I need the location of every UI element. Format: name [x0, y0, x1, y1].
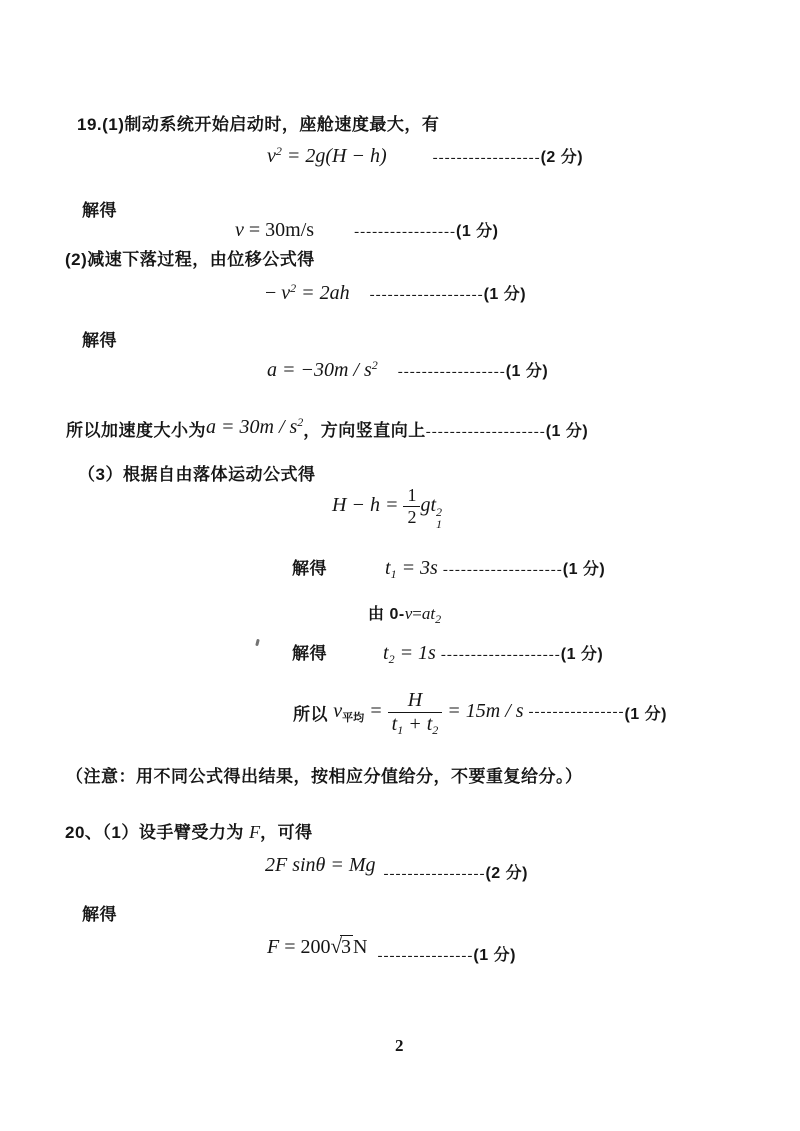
- var-at: at: [421, 604, 436, 623]
- score-label-1pt: (1 分): [545, 423, 589, 440]
- exponent-2: 2: [436, 504, 442, 519]
- solve-label-3: [82, 900, 117, 925]
- eq-a-mag-body: a = 30m / s: [206, 416, 298, 438]
- freefall-lhs: H − h =: [332, 493, 404, 516]
- subscript-2: 2: [388, 652, 395, 666]
- conclusion-prefix: 所以加速度大小为: [66, 421, 206, 440]
- score-dashes: ----------------: [528, 704, 625, 720]
- fraction-one-half: [403, 486, 420, 527]
- q19-part3-intro-text: （3）根据自由落体运动公式得: [78, 465, 316, 484]
- var-v: v: [333, 700, 343, 723]
- t1-squared-script: [436, 506, 442, 530]
- equation-v30: [235, 219, 314, 241]
- q20-intro: [65, 818, 313, 843]
- equation-t1: [385, 557, 443, 579]
- score-label-1pt: (1 分): [483, 286, 527, 303]
- eq-v2-rhs: = 2g(H − h): [281, 145, 387, 167]
- score-dashes: -----------------: [354, 224, 456, 240]
- minus-sign: −: [265, 282, 282, 304]
- subscript-1: 1: [397, 723, 404, 737]
- solve-text: 解得: [292, 559, 327, 578]
- plus-sign: +: [403, 713, 427, 735]
- radical-sign: √: [330, 934, 343, 958]
- solve-label-1: [82, 196, 117, 221]
- given-equation: [404, 604, 442, 626]
- equation-torque-line: [265, 853, 528, 882]
- score-label-1pt: (1 分): [505, 363, 549, 380]
- grading-note: [66, 762, 583, 787]
- equation-v30-line: [235, 218, 499, 242]
- q19-part1-intro: [77, 110, 439, 135]
- eq-v30-rhs: = 30m/s: [243, 219, 315, 241]
- solve-text: 解得: [82, 201, 117, 220]
- var-v: v: [235, 219, 244, 241]
- score-dashes: -----------------: [383, 866, 486, 882]
- exponent-2: 2: [275, 144, 282, 158]
- var-F: F: [249, 822, 261, 842]
- equation-v-squared: [267, 145, 387, 167]
- equals-sign: =: [364, 700, 388, 723]
- fraction-numerator: 1: [403, 486, 420, 507]
- var-v: v: [281, 282, 291, 304]
- fraction-denominator-t1-t2: [388, 713, 443, 735]
- score-label-1pt: (1 分): [562, 561, 606, 578]
- score-label-2pts: (2 分): [540, 149, 584, 166]
- solve-text: 解得: [82, 905, 117, 924]
- conclusion-direction: ，方向竖直向上: [303, 421, 426, 440]
- var-t: t: [385, 557, 391, 579]
- eq-result-15ms: = 15m / s: [442, 700, 529, 723]
- eq-t2-rhs: = 1s: [394, 642, 441, 664]
- score-label-2pts: (2 分): [485, 865, 528, 882]
- fraction-numerator-H: H: [388, 690, 443, 713]
- var-v: v: [404, 604, 413, 623]
- given-prefix: 由 0-: [368, 606, 405, 623]
- equation-force: [267, 936, 367, 958]
- exponent-2: 2: [290, 281, 297, 295]
- equation-a: [267, 359, 378, 381]
- score-dashes: ----------------: [377, 948, 474, 964]
- var-g-t: gt: [420, 493, 436, 516]
- q19-part2-intro: [65, 245, 315, 270]
- subscript-1: 1: [390, 567, 397, 581]
- radicand-3: 3: [341, 936, 352, 958]
- q20-intro-prefix: 20、（1）设手臂受力为: [65, 823, 250, 842]
- equation-neg-v-squared: [265, 282, 350, 304]
- equation-freefall-line: [332, 486, 442, 530]
- equation-force-line: [267, 934, 516, 964]
- eq-a-body: a = −30m / s: [267, 359, 372, 381]
- exponent-2: 2: [297, 415, 304, 429]
- average-velocity-line: [293, 690, 667, 735]
- score-dashes: ------------------: [397, 364, 506, 380]
- page-number: [395, 1036, 404, 1056]
- scan-speck-mark: [255, 639, 260, 647]
- q19-part2-conclusion: [66, 416, 588, 442]
- q19-part3-intro: [78, 460, 315, 485]
- score-dashes: -------------------: [369, 287, 484, 303]
- exponent-2: 2: [371, 358, 378, 372]
- score-dashes: --------------------: [440, 647, 561, 663]
- q20-intro-suffix: ，可得: [260, 823, 313, 842]
- subscript-1: 1: [436, 516, 442, 531]
- equation-neg-v-squared-line: [265, 281, 526, 305]
- solve-label-2: [82, 326, 117, 351]
- solve-text: 解得: [292, 644, 327, 663]
- equals-sign: =: [412, 604, 422, 623]
- var-t: t: [383, 642, 389, 664]
- subscript-2: 2: [435, 612, 442, 626]
- equation-t2: [383, 642, 441, 664]
- score-label-1pt: (1 分): [473, 947, 516, 964]
- equation-a-line: [267, 358, 548, 382]
- grading-note-text: （注意：用不同公式得出结果，按相应分值给分，不要重复给分。）: [66, 767, 583, 786]
- score-label-1pt: (1 分): [624, 706, 667, 723]
- var-F: F: [267, 936, 280, 958]
- equation-v-average: [333, 689, 529, 737]
- subscript-average: 平均: [342, 712, 365, 725]
- var-t: t: [426, 713, 433, 735]
- equation-torque: 2F sinθ = Mg: [265, 854, 376, 876]
- score-dashes: --------------------: [425, 424, 546, 440]
- score-label-1pt: (1 分): [560, 646, 604, 663]
- solve-text: 解得: [82, 331, 117, 350]
- equation-freefall: [332, 485, 442, 531]
- equation-v-squared-line: [267, 144, 583, 168]
- eq-t1-rhs: = 3s: [396, 557, 443, 579]
- solution-t2-line: [292, 639, 603, 665]
- subscript-2: 2: [432, 723, 439, 737]
- given-relation-line: [368, 601, 441, 624]
- score-dashes: ------------------: [432, 150, 541, 166]
- eq-negv2-rhs: = 2ah: [296, 282, 350, 304]
- fraction-denominator: 2: [407, 506, 417, 527]
- var-t: t: [391, 713, 398, 735]
- var-v: v: [267, 145, 276, 167]
- therefore-text: 所以: [293, 705, 334, 724]
- eq-force-mid: = 200: [279, 936, 331, 958]
- q19-part2-intro-text: (2)减速下落过程，由位移公式得: [65, 250, 315, 269]
- solution-t1-line: [292, 554, 605, 580]
- equation-a-magnitude: [206, 416, 303, 438]
- q19-part1-intro-text: 19.(1)制动系统开始启动时，座舱速度最大，有: [77, 115, 440, 134]
- score-dashes: --------------------: [442, 562, 563, 578]
- unit-newton: N: [353, 936, 368, 958]
- score-label-1pt: (1 分): [456, 223, 499, 240]
- page-number-text: 2: [395, 1036, 404, 1055]
- fraction-H-over-t1-plus-t2: [388, 690, 443, 735]
